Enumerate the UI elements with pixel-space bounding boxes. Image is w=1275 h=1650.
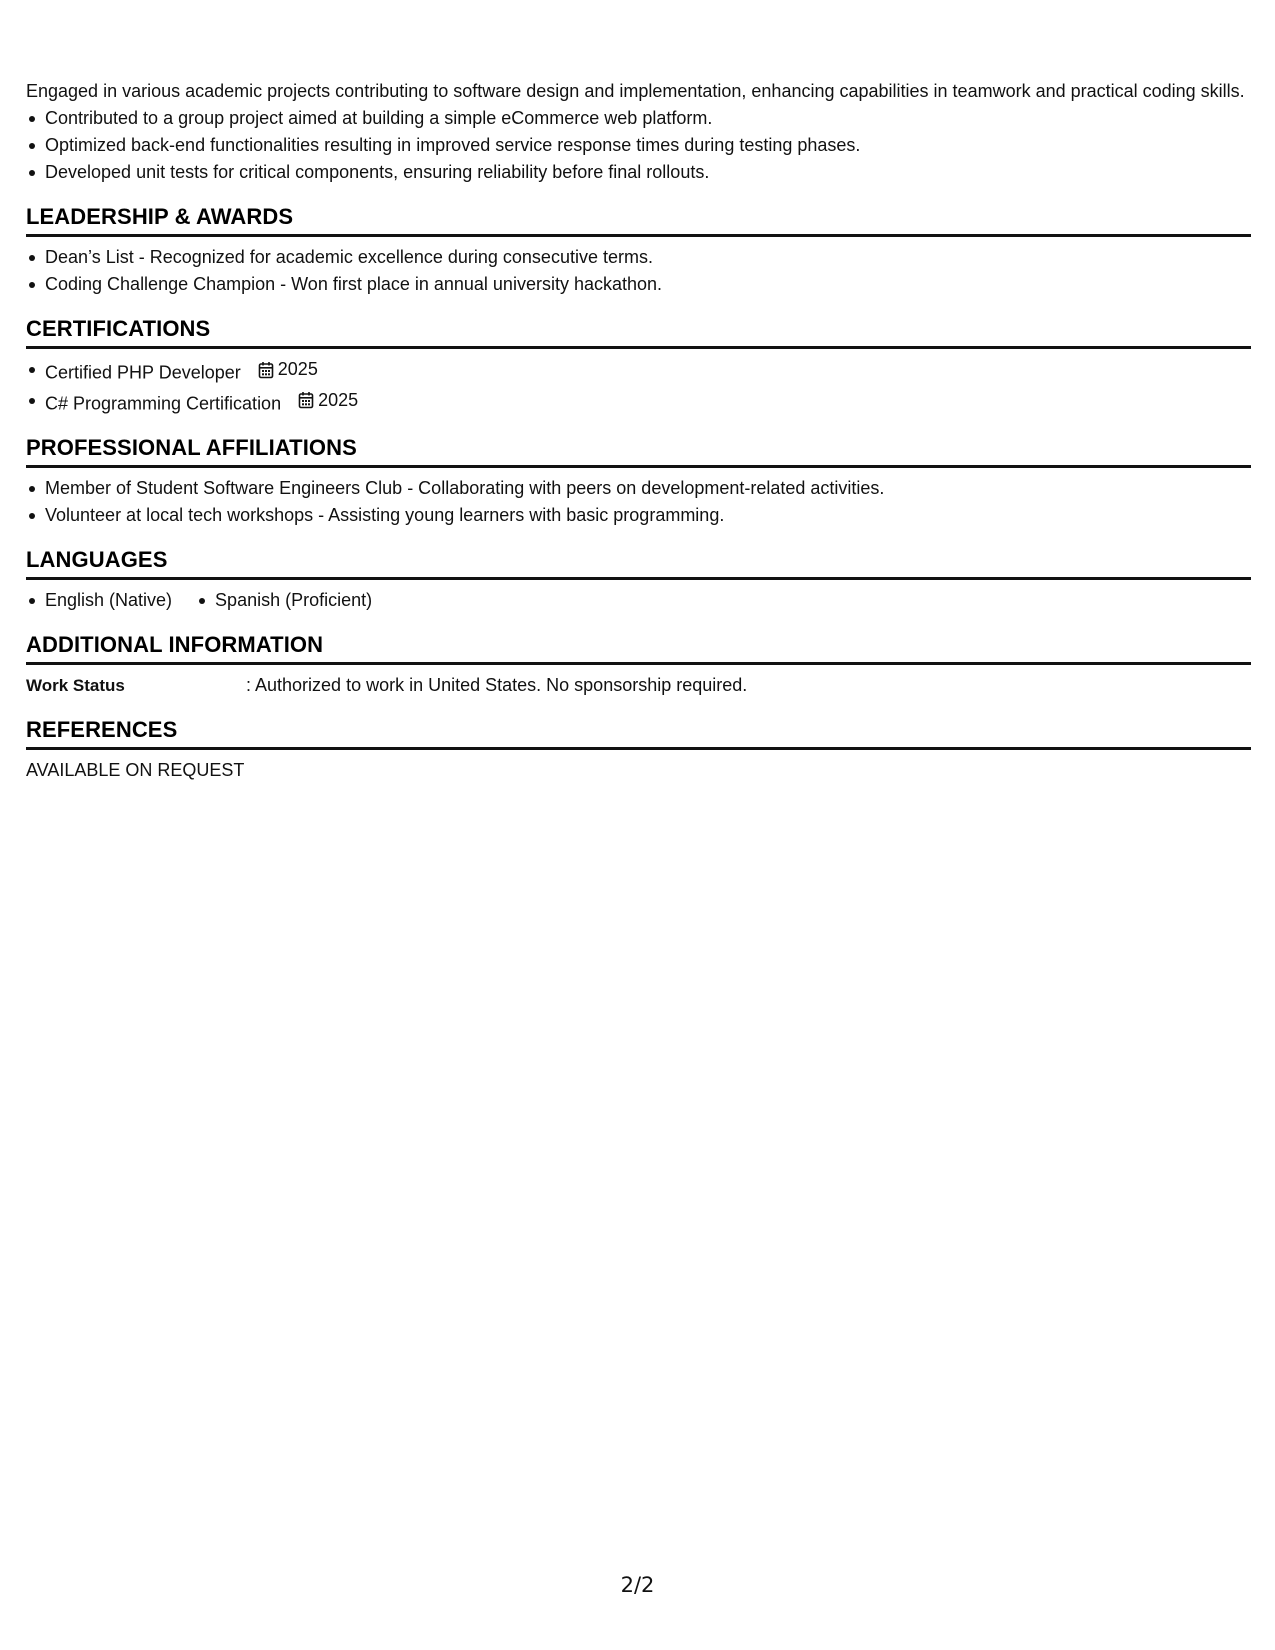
list-item: Optimized back-end functionalities resulting in improved service response times during testing phases. <box>26 132 1251 159</box>
page-number: 2/2 <box>620 1573 655 1597</box>
certification-year: 2025 <box>277 359 318 379</box>
certification-name: Certified PHP Developer <box>45 362 241 383</box>
list-item: Contributed to a group project aimed at building a simple eCommerce web platform. <box>26 105 1251 132</box>
certifications-list <box>26 356 1251 417</box>
project-bullet-list <box>26 105 1251 186</box>
language-item: English (Native) <box>26 587 172 614</box>
certification-item <box>26 356 1251 387</box>
certification-year: 2025 <box>318 389 359 410</box>
work-status-row <box>26 672 1251 699</box>
languages-list <box>26 587 1251 614</box>
work-status-label: Work Status <box>26 676 125 695</box>
list-item: Member of Student Software Engineers Club - Collaborating with peers on development-related activities. <box>26 475 1251 502</box>
section-heading-certifications: CERTIFICATIONS <box>26 315 1251 349</box>
certification-date <box>298 387 358 414</box>
resume-page <box>26 78 1251 784</box>
list-item: Developed unit tests for critical components, ensuring reliability before final rollouts. <box>26 159 1251 186</box>
certification-item <box>26 387 1251 418</box>
calendar-icon <box>258 361 274 379</box>
list-item: Coding Challenge Champion - Won first place in annual university hackathon. <box>26 271 1251 298</box>
section-heading-languages: LANGUAGES <box>26 546 1251 580</box>
certification-name: C# Programming Certification <box>45 393 282 413</box>
leadership-list <box>26 244 1251 298</box>
references-text: AVAILABLE ON REQUEST <box>26 760 245 780</box>
calendar-icon <box>298 391 314 409</box>
section-heading-affiliations: PROFESSIONAL AFFILIATIONS <box>26 434 1251 468</box>
language-item: Spanish (Proficient) <box>196 587 372 614</box>
section-heading-leadership: LEADERSHIP & AWARDS <box>26 203 1251 237</box>
affiliations-list <box>26 475 1251 529</box>
list-item: Dean’s List - Recognized for academic excellence during consecutive terms. <box>26 244 1251 271</box>
project-summary: Engaged in various academic projects contributing to software design and implementation, enhancing capabilities in teamwork and practical coding skills. <box>26 81 1245 101</box>
work-status-value: : Authorized to work in United States. No sponsorship required. <box>246 675 748 695</box>
certification-date <box>258 356 318 383</box>
section-heading-additional-info: ADDITIONAL INFORMATION <box>26 631 1251 665</box>
list-item: Volunteer at local tech workshops - Assisting young learners with basic programming. <box>26 502 1251 529</box>
section-heading-references: REFERENCES <box>26 716 1251 750</box>
